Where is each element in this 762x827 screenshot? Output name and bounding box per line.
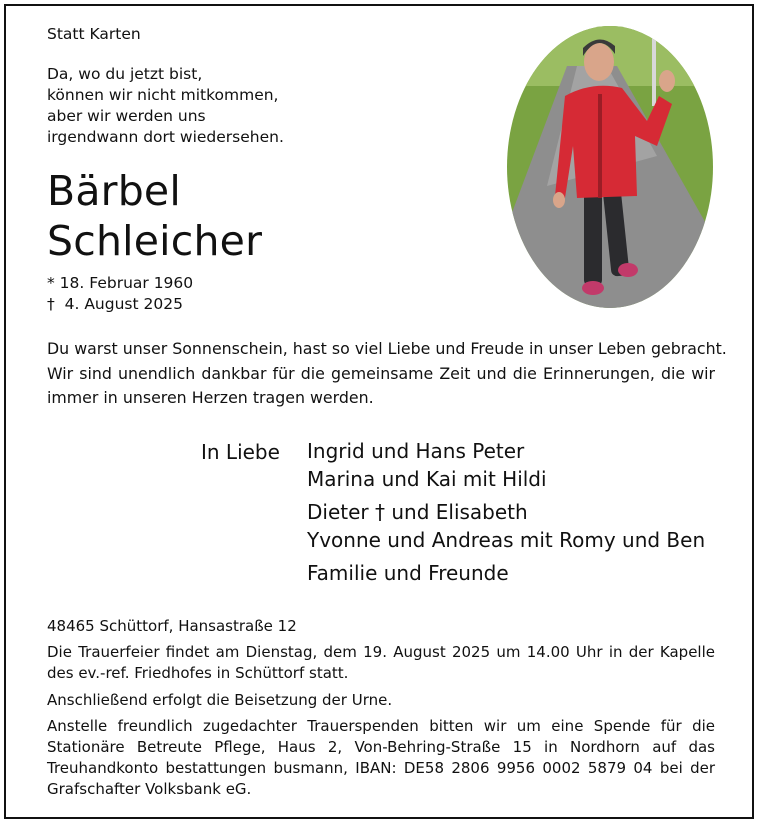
poem-line: aber wir werden uns: [47, 107, 206, 125]
tribute-line-2: Wir sind unendlich dankbar für die gemeinsame Zeit und die Erinnerungen, die wir immer in unseren Herzen tragen werden.: [47, 364, 715, 407]
poem-line: irgendwann dort wiedersehen.: [47, 128, 284, 146]
funeral-details: Die Trauerfeier findet am Dienstag, dem 19. August 2025 um 14.00 Uhr in der Kapelle des ev.-ref. Friedhofes in Schüttorf statt.: [47, 643, 715, 682]
deceased-first-name: Bärbel: [47, 167, 181, 215]
mourner-entry: Ingrid und Hans Peter: [307, 439, 525, 463]
portrait-photo: [507, 26, 713, 308]
mourners-label: In Liebe: [201, 440, 280, 464]
deceased-last-name: Schleicher: [47, 217, 263, 265]
death-date: † 4. August 2025: [47, 295, 183, 313]
birth-date: * 18. Februar 1960: [47, 274, 194, 292]
family-address: 48465 Schüttorf, Hansastraße 12: [47, 617, 297, 635]
donation-request: Anstelle freundlich zugedachter Trauerspenden bitten wir um eine Spende für die Stationäre Betreute Pflege, Haus 2, Von-Behring-Straße 15 in Nordhorn auf das Treuhandkonto bestattungen busmann, IBAN: DE58 2806 9956 0002 5879 04 bei der Grafschafter Volksbank eG.: [47, 717, 715, 798]
poem-line: Da, wo du jetzt bist,: [47, 65, 203, 83]
mourner-entry: Yvonne und Andreas mit Romy und Ben: [307, 528, 706, 552]
mourner-entry: Marina und Kai mit Hildi: [307, 467, 547, 491]
mourner-entry: Dieter † und Elisabeth: [307, 500, 528, 524]
burial-details: Anschließend erfolgt die Beisetzung der Urne.: [47, 691, 393, 709]
intro-text: Statt Karten: [47, 25, 141, 43]
tribute-line-1: Du warst unser Sonnenschein, hast so viel Liebe und Freude in unser Leben gebracht.: [47, 339, 727, 358]
poem-line: können wir nicht mitkommen,: [47, 86, 279, 104]
mourner-entry: Familie und Freunde: [307, 561, 509, 585]
